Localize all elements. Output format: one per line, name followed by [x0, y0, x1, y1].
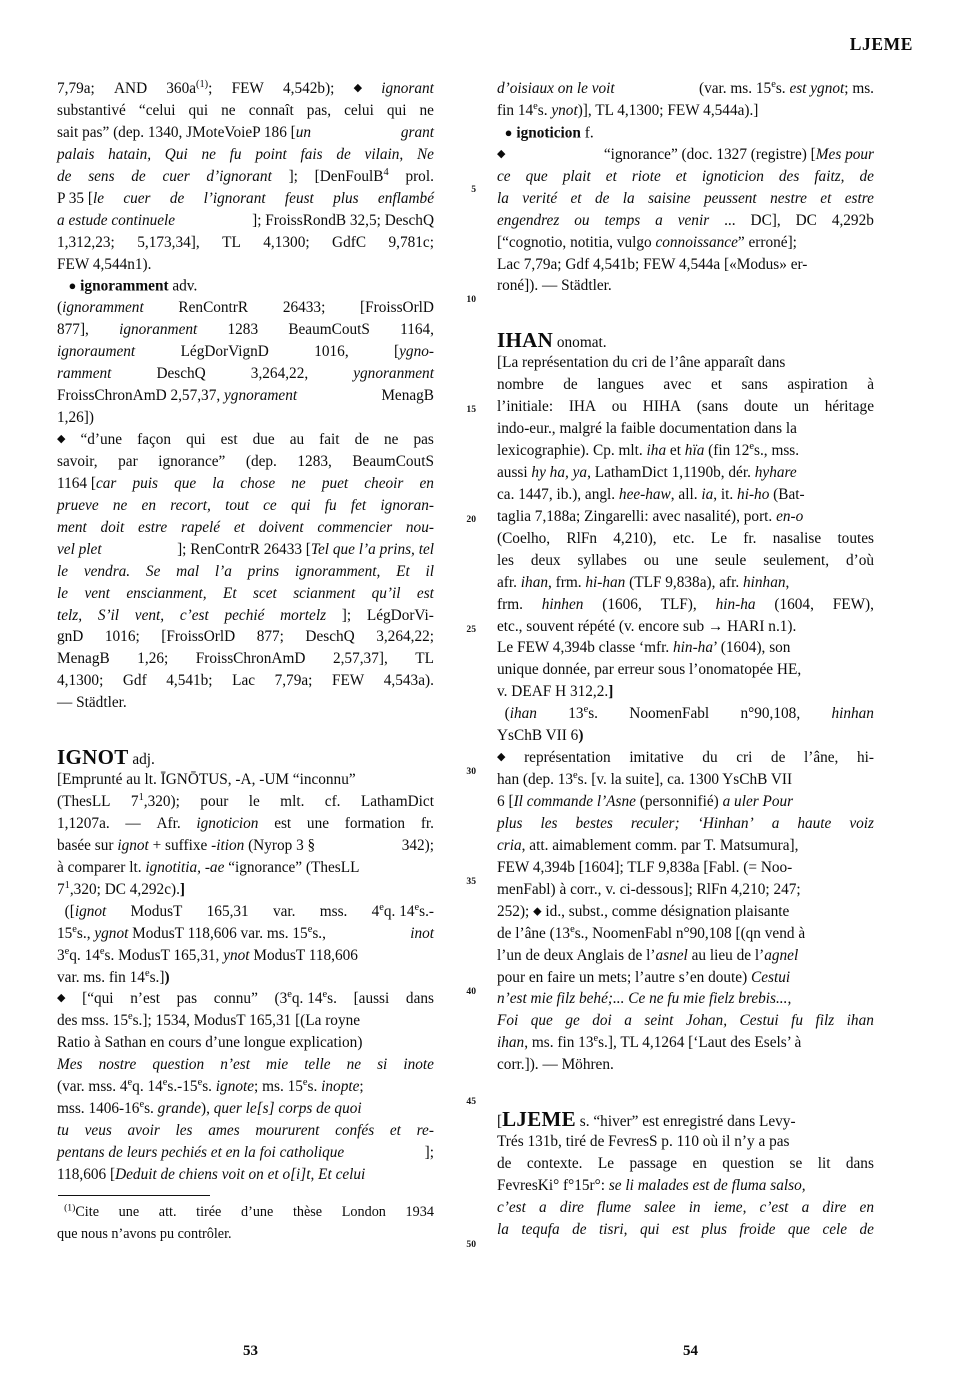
line-number-15: 15 — [466, 404, 476, 415]
text-line: ◆ [“qui n’est pas connu” (3eq. 14es. [aussi dans — [57, 989, 434, 1008]
text-line: 7,79a; AND $360a^{(1)}$; FEW 4,542b); ◆ ignorant — [57, 78, 434, 97]
text-line: l’initiale: IHA ou HIHA (sans doute un héritage — [497, 398, 874, 416]
text-line: Lac 7,79a; Gdf 4,541b; FEW 4,544a [«Modus» er- — [497, 255, 808, 273]
text-line: substantivé “celui qui ne connaît pas, celui qui ne — [57, 101, 434, 119]
text-line: ([ignot ModusT 165,31 var. mss. 4eq. 14es.- — [57, 901, 434, 920]
text-line: unique donnée, par erreur sous l’onomatopée HE, — [497, 661, 802, 679]
line-number-5: 5 — [471, 184, 476, 195]
text-line: taglia 7,188a; Zingarelli: avec nasalité), port. en-o — [497, 507, 804, 525]
column-left — [57, 78, 434, 1246]
text-line: fin 14es. ynot)], TL 4,1300; FEW 4,544a).] — [497, 100, 759, 119]
text-line: YsChB VII 6) — [497, 727, 584, 745]
text-line: afr. ihan, frm. hi-han (TLF 9,838a), afr. hinhan, — [497, 573, 790, 591]
text-line: l’un de deux Anglais de l’asnel au lieu de l’agnel — [497, 946, 799, 964]
line-number-30: 30 — [466, 766, 476, 777]
text-line: d’oisiaux on le voit (var. ms. 15es. est ygnot; ms. — [497, 78, 874, 97]
text-line: 3eq. 14es. ModusT 165,31, ynot ModusT 118,606 — [57, 945, 358, 964]
line-number-50: 50 — [466, 1239, 476, 1250]
text-line: de contexte. Le passage en question se lit dans — [497, 1155, 874, 1172]
column-right — [497, 78, 874, 1241]
text-line: (ignoramment RenContrR 26433; [FroissOrlD — [57, 299, 434, 317]
text-line: 118,606 [Deduit de chiens voit on et o[i]t, Et celui — [57, 1165, 366, 1183]
line-number-45: 45 — [466, 1096, 476, 1107]
line-number-35: 35 — [466, 876, 476, 887]
text-line: 15es., ygnot ModusT 118,606 var. ms. 15es., inot — [57, 923, 434, 942]
text-line: nombre de langues avec et sans aspiration à — [497, 376, 874, 394]
line-number-20: 20 — [466, 514, 476, 525]
text-line: vel plet ]; RenContrR 26433 [Tel que l’a prins, tel — [57, 540, 434, 558]
text-line: pentans de leurs pechiés et en la foi catholique ]; — [57, 1144, 434, 1161]
text-line: FEW 4,544n1). — [57, 255, 152, 273]
text-line: ce que plait et riote et ignoticion des faitz, de — [497, 167, 874, 185]
text-line: corr.]). — Möhren. — [497, 1056, 614, 1074]
text-line: aussi hy ha, ya, LathamDict 1,1190b, dér. hyhare — [497, 463, 797, 481]
text-line: ment doit estre rapelé et doivent commencier nou- — [57, 518, 434, 536]
text-line: ◆ représentation imitative du cri de l’âne, hi- — [497, 749, 874, 767]
text-line: [Emprunté au lt. ĪGNŌTUS, -A, -UM “inconnu” — [57, 771, 356, 789]
text-line: la tequfa de tisri, qui est plus froide que cele de — [497, 1220, 874, 1238]
text-line: savoir, par ignorance” (dep. 1283, BeaumCoutS — [57, 452, 434, 470]
text-line: le vendra. Se mal l’a prins ignoramment, Et il — [57, 562, 434, 580]
text-line: prueve ne en recort, tout ce qui fu fet ignoran- — [57, 496, 434, 514]
headword-line: IGNOT adj. — [57, 745, 155, 770]
text-line: (var. mss. 4eq. 14es.-15es. ignote; ms. 15es. inopte; — [57, 1077, 364, 1096]
text-line: engendrez ou temps a venir ... DC], DC 4,292b — [497, 211, 874, 229]
text-line: var. ms. fin 14es.]) — [57, 967, 170, 986]
text-line: (Coelho, RlFn 4,210), etc. Le fr. nasalise toutes — [497, 529, 874, 547]
text-line: mss. 1406-16es. grande), quer le[s] corps de quoi — [57, 1099, 362, 1118]
text-line: lexicographie). Cp. mlt. iha et hïa (fin 12es., mss. — [497, 440, 800, 459]
text-line: basée sur ignot + suffixe -ition (Nyrop 3 § 342); — [57, 836, 434, 854]
text-line: 1164 [car puis que la chose ne puet cheoir en — [57, 474, 434, 492]
text-line: gnD 1016; [FroissOrlD 877; DeschQ 3,264,22; — [57, 628, 434, 646]
paragraph-gap — [497, 297, 874, 319]
folio-number-right: 54 — [683, 1343, 698, 1359]
text-line: c’est a dire flume salee in ieme, c’est a dire en — [497, 1198, 874, 1216]
text-line: Mes nostre question n’est mie telle ne si inote — [57, 1056, 434, 1074]
text-line: telz, S’il vent, c’est pechié mortelz ]; LégDorVi- — [57, 606, 434, 624]
folio-number-left: 53 — [243, 1343, 258, 1359]
text-line: le vent enscianment, Et scet scianment qu’il est — [57, 584, 434, 602]
text-line: Foi que ge doi a seint Johan, Cestui fu filz ihan — [497, 1012, 874, 1030]
footnote — [57, 1202, 434, 1246]
text-line: (ThesLL $7^1,320$); pour le mlt. cf. LathamDict — [57, 791, 434, 810]
text-line: de sens de cuer d’ignorant ]; [DenFoulB$^4$ prol. — [57, 166, 434, 185]
text-line: FevresKi° f°15r°: se li malades est de fluma salso, — [497, 1176, 806, 1194]
paragraph-gap — [57, 714, 434, 736]
text-line: 1,26]) — [57, 409, 94, 427]
text-line: han (dep. 13es. [v. la suite], ca. 1300 YsChB VII — [497, 769, 793, 789]
text-line: tu veus avoir les ames moururent confés et re- — [57, 1122, 434, 1140]
text-line: la verité et de la saisine peussent nestre et estre — [497, 189, 874, 207]
footnote-line: $^{(1)}$Cite une att. tirée d’une thèse London 1934 — [64, 1202, 434, 1220]
text-line: ca. 1447, ib.), angl. hee-haw, all. ia, it. hi-ho (Bat- — [497, 485, 805, 503]
text-line: ramment DeschQ 3,264,22, ygnoranment — [57, 365, 434, 383]
text-line: 4,1300; Gdf 4,541b; Lac 7,79a; FEW 4,543a). — [57, 672, 434, 690]
text-line: MenagB 1,26; FroissChronAmD 2,57,37], TL — [57, 650, 434, 668]
text-line: ignoraument LégDorVignD 1016, [ygno- — [57, 343, 434, 361]
line-number-40: 40 — [466, 986, 476, 997]
footnote-line: que nous n’avons pu contrôler. — [57, 1225, 232, 1242]
text-line: menFabl) à corr., v. ci-dessous]; RlFn 4,210; 247; — [497, 880, 801, 898]
running-head: LJEME — [849, 34, 913, 54]
paragraph-gap — [497, 1076, 874, 1098]
line-number-25: 25 — [466, 624, 476, 635]
headword-line: [LJEME s. “hiver” est enregistré dans Levy- — [497, 1107, 796, 1132]
text-line: a estude continuele ]; FroissRondB 32,5; DeschQ — [57, 211, 434, 229]
text-line: indo-eur., malgré la faible documentation dans la — [497, 420, 797, 438]
text-line: ihan, ms. fin 13es.], TL 4,1264 [‘Laut des Esels’ à — [497, 1033, 802, 1052]
text-line: les deux syllabes ou une seule seulement, d’où — [497, 551, 874, 569]
text-line: [“cognotio, notitia, vulgo connoissance” erroné]; — [497, 233, 797, 251]
text-line: FroissChronAmD 2,57,37, ygnorament MenagB — [57, 387, 434, 405]
text-line: des mss. 15es.]; 1534, ModusT 165,31 [(La royne — [57, 1011, 361, 1030]
text-line: roné]). — Städtler. — [497, 277, 612, 295]
text-line: P 35 [le cuer de l’ignorant feust plus enflambé — [57, 189, 434, 207]
text-line: 6 [Il commande l’Asne (personnifié) a uler Pour — [497, 793, 794, 810]
text-line: etc., souvent répété (v. encore sub → HARI n.1). — [497, 617, 797, 635]
text-line: pour en faire un mets; l’autre s’en doute) Cestui — [497, 968, 791, 986]
text-line: 1,312,23; 5,173,34], TL 4,1300; GdfC 9,781c; — [57, 233, 434, 251]
text-line: — Städtler. — [57, 694, 127, 712]
text-line: Le FEW 4,394b classe ‘mfr. hin-ha’ (1604), son — [497, 639, 791, 657]
text-line: à comparer lt. ignotitia, -ae “ignorance” (ThesLL — [57, 858, 360, 876]
text-line: 1,1207a. — Afr. ignoticion est une formation fr. — [57, 814, 434, 832]
text-line: 252); ◆ id., subst., comme désignation plaisante — [497, 902, 790, 920]
text-line: n’est mie filz behé;... Ce ne fu mie fielz brebis..., — [497, 990, 792, 1008]
text-line: ◆ “ignorance” (doc. 1327 (registre) [Mes pour — [497, 145, 874, 163]
text-line: palais hatain, Qui ne fu point fais de vilain, Ne — [57, 145, 434, 163]
subentry-line: ● ignoticion f. — [504, 124, 594, 142]
footnote-rule — [58, 1195, 210, 1196]
text-columns — [0, 78, 960, 1293]
text-line: sait pas” (dep. 1340, JMoteVoieP 186 [un grant — [57, 123, 434, 141]
text-line: Ratio à Sathan en cours d’une longue explication) — [57, 1034, 363, 1052]
text-line: frm. hinhen (1606, TLF), hin-ha (1604, FEW), — [497, 595, 874, 613]
text-line: v. DEAF H 312,2.] — [497, 683, 614, 701]
subentry-line: ● ignoramment adv. — [68, 277, 198, 295]
text-line: [La représentation du cri de l’âne apparaît dans — [497, 354, 786, 372]
text-line: 877], ignoranment 1283 BeaumCoutS 1164, — [57, 321, 434, 339]
text-line: $7^1,320$; DC 4,292c).] — [57, 879, 186, 898]
headword-line: IHAN onomat. — [497, 328, 607, 353]
line-number-10: 10 — [466, 294, 476, 305]
text-line: Trés 131b, tiré de FevresS p. 110 où il n’y a pas — [497, 1133, 790, 1151]
paragraph-gap — [497, 319, 874, 330]
text-line: de l’âne (13es., NoomenFabl n°90,108 [(qn vend à — [497, 923, 806, 942]
text-line: plus les bestes reculer; ‘Hinhan’ a haute voiz — [497, 814, 874, 832]
text-line: ◆ “d’une façon qui est due au fait de ne pas — [57, 431, 434, 448]
text-line: FEW 4,394b [1604]; TLF 9,838a [Fabl. (= Noo- — [497, 858, 793, 876]
text-line: cria, att. aimablement comm. par T. Matsumura], — [497, 836, 799, 854]
text-line: (ihan 13es. NoomenFabl n°90,108, hinhan — [497, 704, 874, 723]
